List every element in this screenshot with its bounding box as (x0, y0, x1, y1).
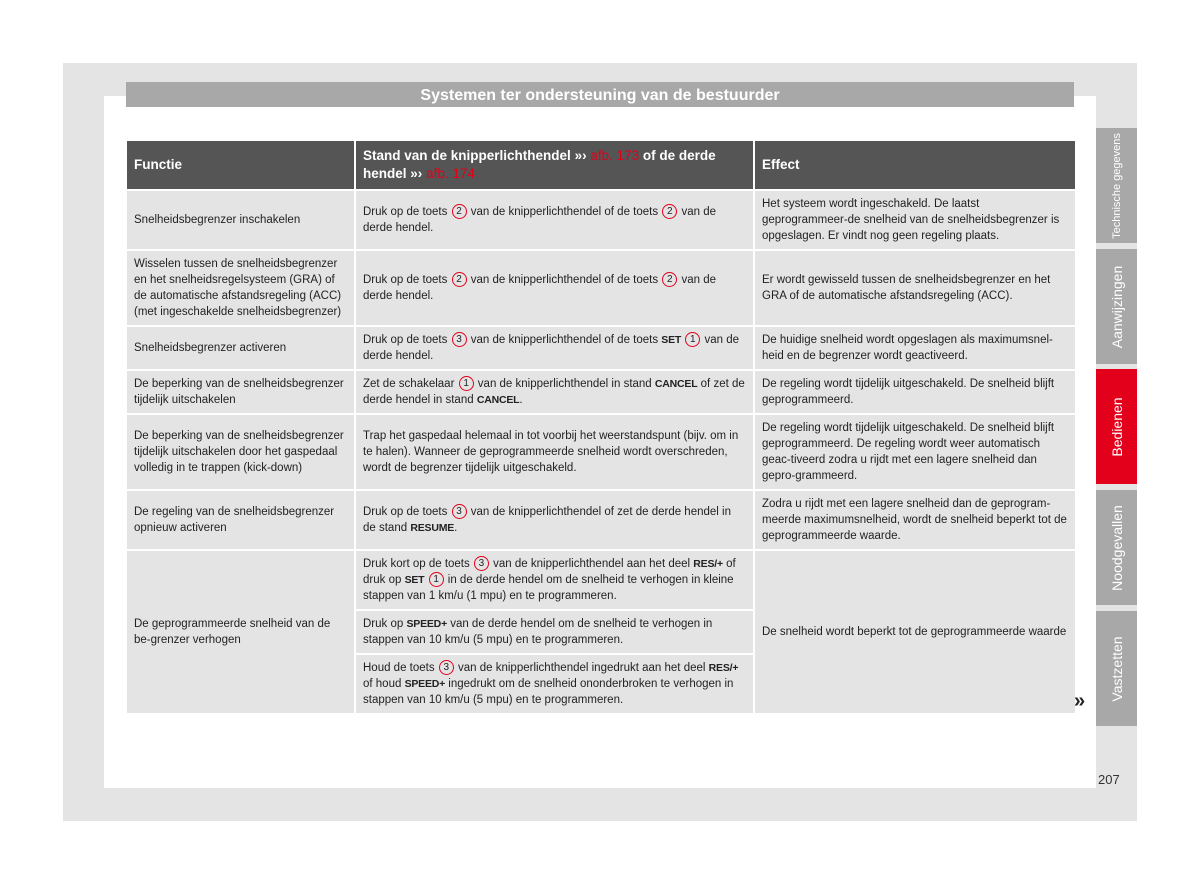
text-fragment: . (454, 522, 458, 534)
table-row (127, 191, 1075, 249)
key-number-badge: 3 (474, 556, 489, 571)
key-label: RES/+ (693, 558, 723, 570)
text-fragment: of druk op (363, 558, 736, 586)
cell-functie: Snelheidsbegrenzer activeren (127, 327, 354, 369)
key-number-badge: 1 (429, 572, 444, 587)
key-label: SET (404, 574, 425, 586)
key-number-badge: 3 (439, 660, 454, 675)
key-label: SPEED+ (404, 678, 446, 690)
key-label: CANCEL (654, 378, 698, 390)
key-number-badge: 1 (685, 332, 700, 347)
text-fragment: Druk op (363, 618, 407, 630)
header-functie: Functie (127, 141, 354, 189)
key-label: RES/+ (708, 662, 739, 674)
cell-effect: De regeling wordt tijdelijk uitgeschakeld. De snelheid blijft geprogrammeerd. (755, 371, 1075, 413)
text-fragment: ingedrukt om de snelheid ononderbroken te verhogen in stappen van 10 km/u (5 mpu) en te programmeren. (363, 678, 734, 706)
text-fragment: van de derde hendel. (363, 274, 717, 302)
text-fragment: van de derde hendel. (363, 334, 740, 362)
text-fragment: Trap het gaspedaal helemaal in tot voorbij het weerstandspunt (bijv. om in te halen). Wanneer de geprogrammeerde snelheid wordt overschreden, wordt de begrenzer tijdelijk uitgeschakeld. (363, 430, 739, 474)
text-fragment: van de knipperlichthendel ingedrukt aan het deel (454, 662, 709, 674)
header-effect: Effect (755, 141, 1075, 189)
table-row (127, 551, 1075, 609)
cell-effect: De regeling wordt tijdelijk uitgeschakeld. De snelheid blijft geprogrammeerd. De regeling wordt weer automatisch geac-tiveerd zodra u rijdt met een lagere snelheid dan gepro-grammeerd. (755, 415, 1075, 489)
figure-ref-173[interactable]: afb. 173 (590, 148, 640, 163)
cell-functie: De regeling van de snelheidsbegrenzer opnieuw activeren (127, 491, 354, 549)
cell-effect: Het systeem wordt ingeschakeld. De laatst geprogrammeer-de snelheid van de snelheidsbegrenzer is opgeslagen. Er vindt nog geen regeling plaats. (755, 191, 1075, 249)
text-fragment: van de derde hendel. (363, 206, 717, 234)
key-number-badge: 2 (662, 272, 677, 287)
key-label: RESUME (410, 522, 455, 534)
text-fragment: Druk op de toets (363, 506, 451, 518)
text-fragment: Druk kort op de toets (363, 558, 473, 570)
cell-functie: Snelheidsbegrenzer inschakelen (127, 191, 354, 249)
table-row (127, 415, 1075, 489)
cell-stand (356, 251, 753, 325)
cell-effect: Er wordt gewisseld tussen de snelheidsbegrenzer en het GRA of de automatische afstandsregeling (ACC). (755, 251, 1075, 325)
cell-stand (356, 415, 753, 489)
text-fragment: van de knipperlichthendel in stand (474, 378, 655, 390)
cell-stand (356, 327, 753, 369)
cell-stand (356, 491, 753, 549)
cell-functie: De beperking van de snelheidsbegrenzer tijdelijk uitschakelen (127, 371, 354, 413)
header-stand: Stand van de knipperlichthendel »› afb. 173 of de derde hendel »› afb. 174 (356, 141, 753, 189)
speed-limiter-table (125, 139, 1077, 715)
text-fragment: Druk op de toets (363, 274, 451, 286)
text-fragment: van de derde hendel om de snelheid te verhogen in stappen van 10 km/u (5 mpu) en te programmeren. (363, 618, 713, 646)
key-number-badge: 3 (452, 332, 467, 347)
text-fragment: of zet de derde hendel in stand (363, 378, 745, 406)
side-tab-vastzetten[interactable]: Vastzetten (1096, 611, 1137, 726)
continue-marker: » (1074, 690, 1086, 712)
cell-stand (356, 191, 753, 249)
text-fragment: van de knipperlichthendel aan het deel (489, 558, 694, 570)
figure-ref-174[interactable]: afb. 174 (426, 166, 475, 181)
text-fragment: van de knipperlichthendel of de toets (467, 334, 662, 346)
table-row (127, 327, 1075, 369)
cell-stand (356, 371, 753, 413)
ref-arrow: »› (410, 166, 423, 181)
key-label: CANCEL (476, 394, 520, 406)
text-fragment: van de knipperlichthendel of zet de derde hendel in de stand (363, 506, 731, 534)
side-tab-noodgevallen[interactable]: Noodgevallen (1096, 490, 1137, 605)
page-number: 207 (1098, 772, 1120, 787)
text-fragment: . (519, 394, 523, 406)
text-fragment: van de knipperlichthendel of de toets (467, 274, 662, 286)
cell-stand (356, 655, 753, 713)
side-tab-aanwijzingen[interactable]: Aanwijzingen (1096, 249, 1137, 364)
cell-functie: De beperking van de snelheidsbegrenzer tijdelijk uitschakelen door het gaspedaal volledig in te trappen (kick-down) (127, 415, 354, 489)
key-number-badge: 3 (452, 504, 467, 519)
cell-stand (356, 551, 753, 609)
text-fragment (681, 334, 684, 346)
text-fragment: Druk op de toets (363, 206, 451, 218)
ref-arrow: »› (574, 148, 587, 163)
cell-effect: De snelheid wordt beperkt tot de geprogrammeerde waarde (755, 551, 1075, 713)
cell-functie: Wisselen tussen de snelheidsbegrenzer en het snelheidsregelsysteem (GRA) of de automatische afstandsregeling (ACC) (met ingeschakelde snelheidsbegrenzer) (127, 251, 354, 325)
key-label: SET (661, 334, 682, 346)
text-fragment: Houd de toets (363, 662, 438, 674)
cell-stand (356, 611, 753, 653)
key-number-badge: 2 (662, 204, 677, 219)
text-fragment: of houd (363, 678, 405, 690)
text-fragment: van de knipperlichthendel of de toets (467, 206, 662, 218)
table-header-row (127, 141, 1075, 189)
text-fragment: Zet de schakelaar (363, 378, 458, 390)
table-row (127, 491, 1075, 549)
side-tab-bedienen[interactable]: Bedienen (1096, 369, 1137, 484)
key-number-badge: 1 (459, 376, 474, 391)
side-tab-technische-gegevens[interactable]: Technische gegevens (1096, 128, 1137, 243)
cell-effect: Zodra u rijdt met een lagere snelheid dan de geprogram-meerde maximumsnelheid, wordt de snelheid beperkt tot de geprogrammeerde waarde. (755, 491, 1075, 549)
table-row (127, 371, 1075, 413)
key-number-badge: 2 (452, 204, 467, 219)
text-fragment: in de derde hendel om de snelheid te verhogen in kleine stappen van 1 km/u (1 mpu) en te programmeren. (363, 574, 734, 602)
text-fragment: Druk op de toets (363, 334, 451, 346)
cell-functie: De geprogrammeerde snelheid van de be-grenzer verhogen (127, 551, 354, 713)
text-fragment (424, 574, 427, 586)
cell-effect: De huidige snelheid wordt opgeslagen als maximumsnel-heid en de begrenzer wordt geactiveerd. (755, 327, 1075, 369)
table-row (127, 251, 1075, 325)
key-label: SPEED+ (406, 618, 447, 630)
section-title: Systemen ter ondersteuning van de bestuurder (126, 82, 1074, 107)
key-number-badge: 2 (452, 272, 467, 287)
